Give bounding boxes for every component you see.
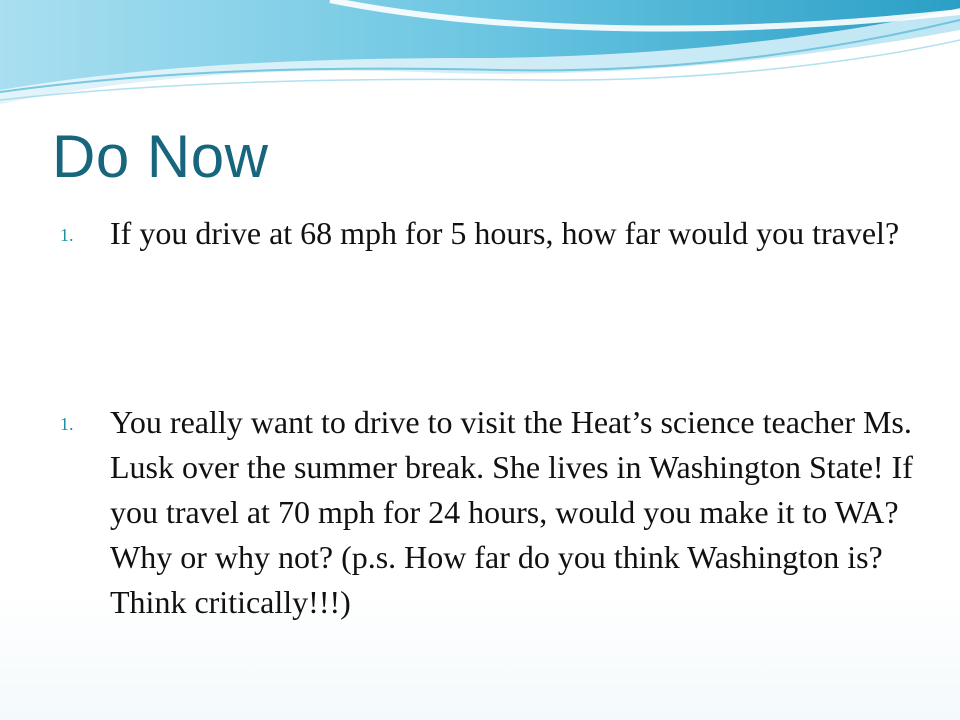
question-number: 1.	[60, 225, 74, 245]
question-item-2	[60, 400, 920, 625]
decorative-wave-header	[0, 0, 960, 110]
question-text: If you drive at 68 mph for 5 hours, how far would you travel?	[110, 215, 900, 251]
question-item-1	[60, 211, 920, 256]
slide-title: Do Now	[52, 123, 269, 190]
question-number: 1.	[60, 414, 74, 434]
question-text: You really want to drive to visit the Heat’s science teacher Ms. Lusk over the summer break. She lives in Washington State! If you travel at 70 mph for 24 hours, would you make it to WA? Why or why not? (p.s. How far do you think Washington is? Think critically!!!)	[110, 404, 913, 620]
